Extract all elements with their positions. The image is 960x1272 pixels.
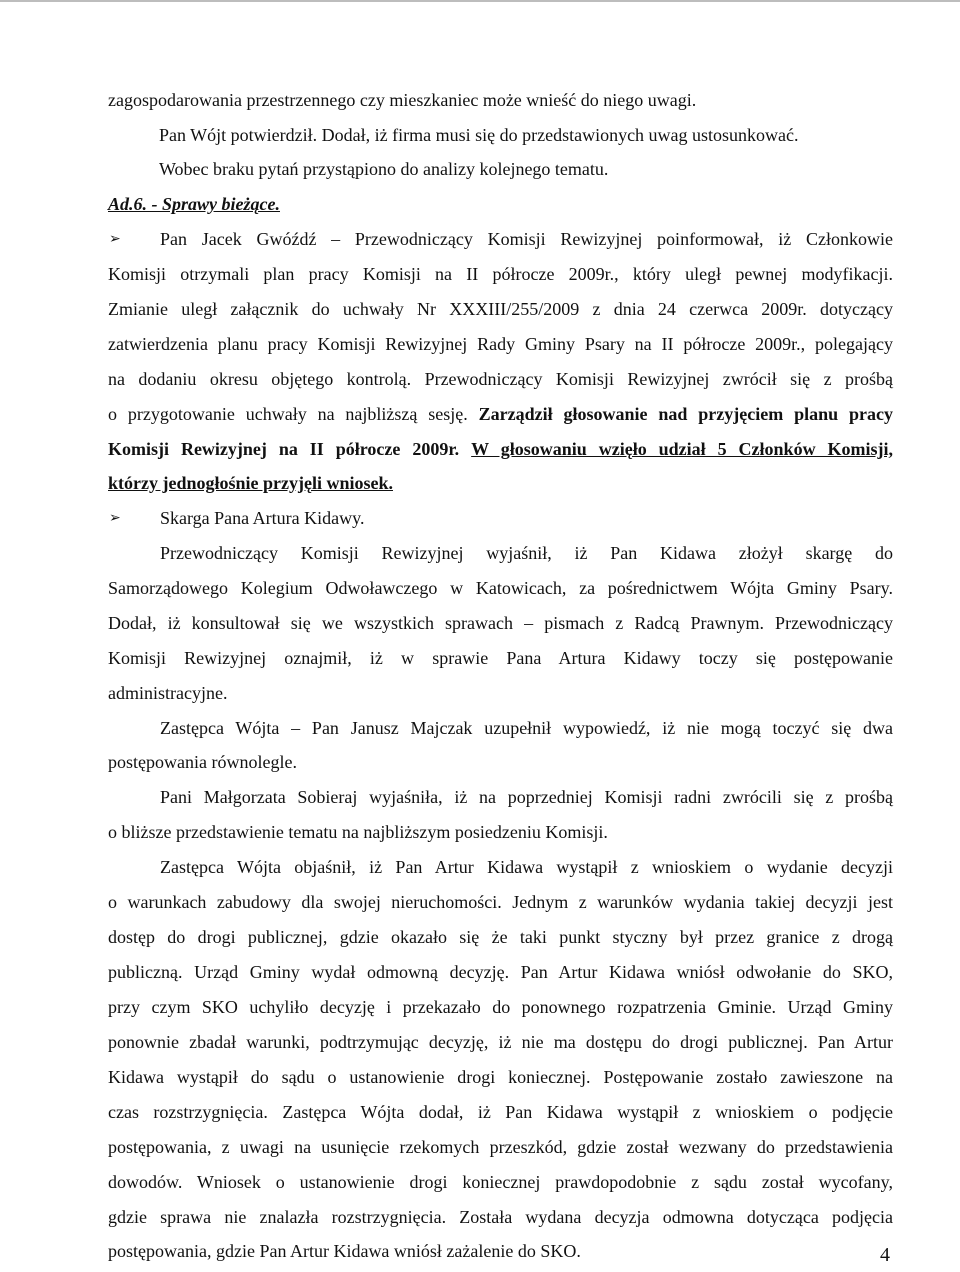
text-line: Komisji Rewizyjnej oznajmił, iż w sprawie Pana Artura Kidawy toczy się postępowanie	[108, 648, 893, 668]
text-line: ponownie zbadał warunki, podtrzymując decyzję, iż nie ma dostępu do drogi publicznej. Pan Artur	[108, 1032, 893, 1052]
page-number: 4	[880, 1244, 890, 1266]
text-segment: o przygotowanie uchwały na najbliższą sesję.	[108, 404, 468, 424]
arrow-bullet-icon: ➢	[109, 510, 121, 526]
text-line: Pan Wójt potwierdził. Dodał, iż firma musi się do przedstawionych uwag ustosunkować.	[159, 125, 799, 145]
bold-text-segment: Zarządził głosowanie nad przyjęciem planu pracy	[478, 404, 893, 424]
text-line: Wobec braku pytań przystąpiono do analizy kolejnego tematu.	[159, 159, 609, 179]
text-line: na dodaniu okresu objętego kontrolą. Przewodniczący Komisji Rewizyjnej zwrócił się z prośbą	[108, 369, 893, 389]
underlined-bold-text-segment: W głosowaniu wzięło udział 5 Członków Komisji,	[471, 439, 894, 459]
text-line: dowodów. Wniosek o ustanowienie drogi koniecznej prawdopodobnie z sądu został wycofany,	[108, 1172, 893, 1192]
text-line	[108, 403, 893, 425]
text-line: administracyjne.	[108, 683, 228, 703]
text-line: zagospodarowania przestrzennego czy mieszkaniec może wnieść do niego uwagi.	[108, 90, 697, 110]
text-line: Przewodniczący Komisji Rewizyjnej wyjaśnił, iż Pan Kidawa złożył skargę do	[160, 543, 893, 563]
text-line: czas rozstrzygnięcia. Zastępca Wójta dodał, iż Pan Kidawa wystąpił z wnioskiem o podjęcie	[108, 1102, 893, 1122]
underlined-bold-text-line: którzy jednogłośnie przyjęli wniosek.	[108, 473, 393, 493]
text-line: o bliższe przedstawienie tematu na najbliższym posiedzeniu Komisji.	[108, 822, 608, 842]
text-line: publiczną. Urząd Gminy wydał odmowną decyzję. Pan Artur Kidawa wniósł odwołanie do SKO,	[108, 962, 893, 982]
text-line: Dodał, iż konsultował się we wszystkich sprawach – pismach z Radcą Prawnym. Przewodniczący	[108, 613, 893, 633]
text-line: o warunkach zabudowy dla swojej nieruchomości. Jednym z warunków wydania takiej decyzji jest	[108, 892, 893, 912]
text-line: Samorządowego Kolegium Odwoławczego w Katowicach, za pośrednictwem Wójta Gminy Psary.	[108, 578, 893, 598]
text-line: Pani Małgorzata Sobieraj wyjaśniła, iż na poprzedniej Komisji radni zwrócili się z prośbą	[160, 787, 893, 807]
text-line: zatwierdzenia planu pracy Komisji Rewizyjnej Rady Gminy Psary na II półrocze 2009r., polegający	[108, 334, 893, 354]
text-line	[108, 438, 893, 460]
text-line: Zastępca Wójta objaśnił, iż Pan Artur Kidawa wystąpił z wnioskiem o wydanie decyzji	[160, 857, 893, 877]
text-line: postępowania, gdzie Pan Artur Kidawa wniósł zażalenie do SKO.	[108, 1241, 581, 1261]
text-line: postępowania, z uwagi na usunięcie rzekomych przeszkód, gdzie został wezwany do przedstawienia	[108, 1137, 893, 1157]
section-heading: Ad.6. - Sprawy bieżące.	[108, 194, 280, 214]
text-line: postępowania równolegle.	[108, 752, 297, 772]
text-line: Zastępca Wójta – Pan Janusz Majczak uzupełnił wypowiedź, iż nie mogą toczyć się dwa	[160, 718, 893, 738]
bold-text-segment: Komisji Rewizyjnej na II półrocze 2009r.	[108, 439, 460, 459]
text-line: Zmianie uległ załącznik do uchwały Nr XXXIII/255/2009 z dnia 24 czerwca 2009r. dotyczący	[108, 299, 893, 319]
text-line: Komisji otrzymali plan pracy Komisji na II półrocze 2009r., który uległ pewnej modyfikacji.	[108, 264, 893, 284]
text-line: dostęp do drogi publicznej, gdzie okazało się że taki punkt styczny był przez granice z drogą	[108, 927, 893, 947]
text-line: Kidawa wystąpił do sądu o ustanowienie drogi koniecznej. Postępowanie zostało zawieszone na	[108, 1067, 893, 1087]
top-rule	[0, 0, 960, 2]
arrow-bullet-icon: ➢	[109, 231, 121, 247]
text-line: przy czym SKO uchyliło decyzję i przekazało do ponownego rozpatrzenia Gminie. Urząd Gminy	[108, 997, 893, 1017]
text-line: Skarga Pana Artura Kidawy.	[160, 508, 365, 528]
text-line: gdzie sprawa nie znalazła rozstrzygnięcia. Została wydana decyzja odmowna dotycząca podjęcia	[108, 1207, 893, 1227]
text-line: Pan Jacek Gwóźdź – Przewodniczący Komisji Rewizyjnej poinformował, iż Członkowie	[160, 229, 893, 249]
